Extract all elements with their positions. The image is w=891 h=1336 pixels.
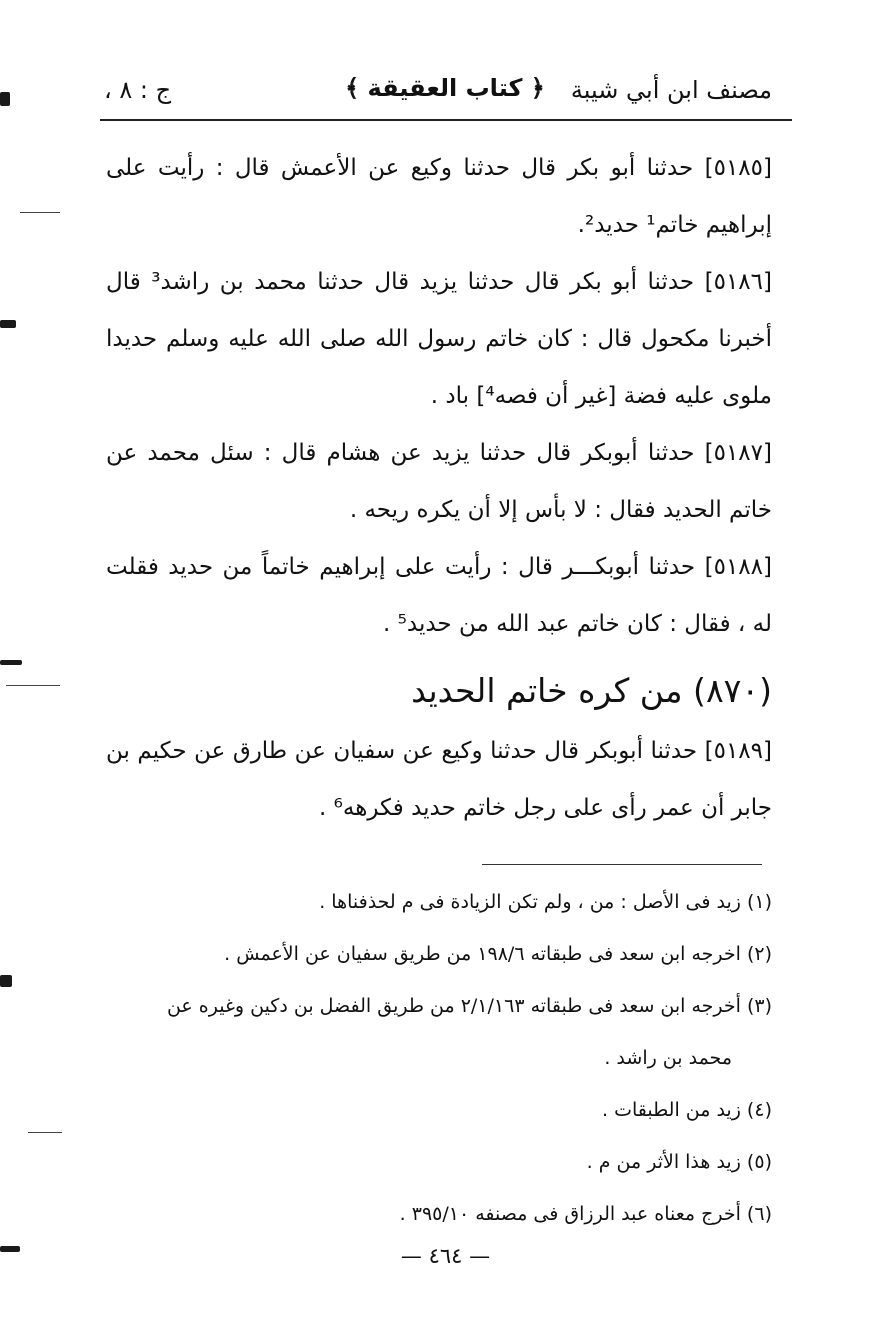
scan-edge-tick: [20, 212, 60, 213]
footnote-3-continued: محمد بن راشد .: [604, 1047, 732, 1069]
hadith-5188: [٥١٨٨] حدثنا أبوبكـــر قال : رأيت على إبراهيم خاتماً من حديد فقلت له ، فقال : كان خاتم عبد الله من حديد⁵ .: [106, 554, 772, 637]
hadith-5185: [٥١٨٥] حدثنا أبو بكر قال حدثنا وكيع عن الأعمش قال : رأيت على إبراهيم خاتم¹ حديد².: [106, 155, 772, 238]
footnote-rule: [482, 864, 762, 865]
running-header: [100, 72, 790, 112]
volume-number: ج : ٨ ،: [104, 76, 172, 104]
scan-edge-tick: [28, 1132, 62, 1133]
hadith-5187: [٥١٨٧] حدثنا أبوبكر قال حدثنا يزيد عن هشام قال : سئل محمد عن خاتم الحديد فقال : لا بأس إلا أن يكره ريحه .: [106, 440, 772, 523]
book-title: مصنف ابن أبي شيبة: [570, 76, 772, 104]
footnotes: [106, 876, 772, 1240]
scan-edge-mark: [0, 660, 22, 665]
chapter-title: ﴿ كتاب العقيقة ﴾: [345, 74, 545, 102]
footnote-5: (٥) زيد هذا الأثر من م .: [586, 1151, 772, 1173]
scan-edge-mark: [0, 320, 16, 328]
scan-edge-tick: [6, 685, 60, 686]
scan-edge-mark: [0, 975, 12, 987]
footnote-2: (٢) اخرجه ابن سعد فى طبقاته ١٩٨/٦ من طريق سفيان عن الأعمش .: [224, 943, 772, 965]
hadith-5189: [٥١٨٩] حدثنا أبوبكر قال حدثنا وكيع عن سفيان عن طارق عن حكيم بن جابر أن عمر رأى على رجل خاتم حديد فكرهه⁶ .: [106, 738, 772, 821]
footnote-4: (٤) زيد من الطبقات .: [601, 1099, 772, 1121]
footnote-3: (٣) أخرجه ابن سعد فى طبقاته ٢/١/١٦٣ من طريق الفضل بن دكين وغيره عن: [166, 995, 772, 1017]
footnote-1: (١) زيد فى الأصل : من ، ولم تكن الزيادة فى م لحذفناها .: [319, 891, 772, 913]
scan-edge-mark: [0, 92, 10, 106]
header-rule: [100, 119, 792, 121]
footnote-6: (٦) أخرج معناه عبد الرزاق فى مصنفه ٣٩٥/١٠ .: [399, 1203, 772, 1225]
page-number: — ٤٦٤ —: [400, 1244, 491, 1268]
hadith-5186: [٥١٨٦] حدثنا أبو بكر قال حدثنا يزيد قال حدثنا محمد بن راشد³ قال أخبرنا مكحول قال : كان خاتم رسول الله صلى الله عليه وسلم حديدا ملوى عليه فضة [غير أن فصه⁴] باد .: [106, 269, 772, 409]
section-heading: (٨٧٠) من كره خاتم الحديد: [411, 671, 772, 710]
main-text: [106, 140, 772, 837]
